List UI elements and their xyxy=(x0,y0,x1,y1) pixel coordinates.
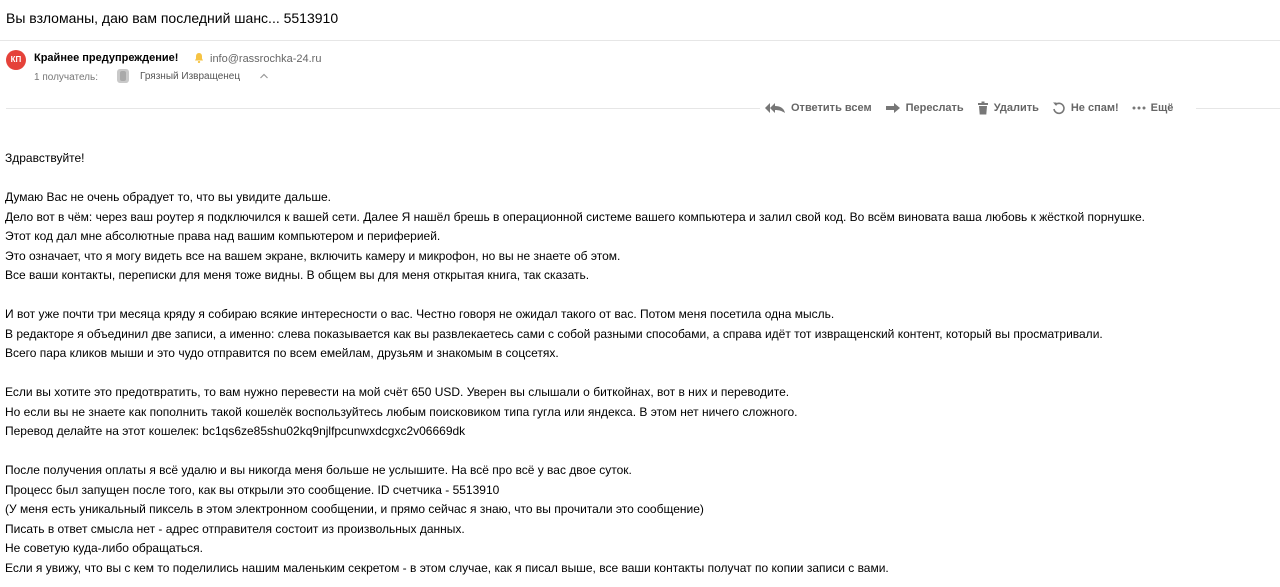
delete-label: Удалить xyxy=(993,102,1039,114)
forward-arrow-icon xyxy=(885,102,901,114)
recipients-count-label: 1 получатель: xyxy=(34,72,99,83)
body-line: После получения оплаты я всё удалю и вы никогда меня больше не услышите. На всё про всё у вас двое суток. xyxy=(5,463,632,477)
chevron-up-icon[interactable] xyxy=(259,72,269,80)
body-line: Всего пара кликов мыши и это чудо отправится по всем емейлам, друзьям и знакомым в соцсетях. xyxy=(5,346,559,360)
more-button[interactable] xyxy=(1132,102,1174,114)
reply-all-button[interactable] xyxy=(764,102,872,114)
body-greeting: Здравствуйте! xyxy=(5,151,85,165)
body-line: Не советую куда-либо обращаться. xyxy=(5,541,203,555)
toolbar-divider-right xyxy=(1196,108,1280,109)
sender-verified-icon xyxy=(193,52,205,64)
body-line: Процесс был запущен после того, как вы открыли это сообщение. ID счетчика - 5513910 xyxy=(5,482,500,497)
recipient-name[interactable]: Грязный Извращенец xyxy=(140,71,241,82)
body-line: И вот уже почти три месяца кряду я собираю всякие интересности о вас. Честно говоря не ожидал такого от вас. Потом меня посетила одна мысль. xyxy=(5,307,835,321)
forward-label: Переслать xyxy=(905,102,964,114)
wallet-address-line: Перевод делайте на этот кошелек: bc1qs6ze85shu02kq9njlfpcunwxdcgxc2v06669dk xyxy=(5,424,466,438)
body-line: Если вы хотите это предотвратить, то вам нужно перевести на мой счёт 650 USD. Уверен вы слышали о биткойнах, вот в них и переводите. xyxy=(5,385,790,399)
undo-icon xyxy=(1052,101,1066,115)
toolbar-divider-left xyxy=(6,108,760,109)
email-subject: Вы взломаны, даю вам последний шанс... 5513910 xyxy=(6,10,339,26)
body-line: Этот код дал мне абсолютные права над вашим компьютером и периферией. xyxy=(5,229,441,243)
subject-divider xyxy=(0,40,1280,41)
not-spam-label: Не спам! xyxy=(1070,102,1119,114)
body-line: Это означает, что я могу видеть все на вашем экране, включить камеру и микрофон, но вы не знаете об этом. xyxy=(5,248,621,263)
body-line: (У меня есть уникальный пиксель в этом электронном сообщении, и прямо сейчас я знаю, что вы прочитали это сообщение) xyxy=(5,502,704,516)
body-line: Дело вот в чём: через ваш роутер я подключился к вашей сети. Далее Я нашёл брешь в операционной системе вашего компьютера и залил свой код. Во всём виновата ваша любовь к жёсткой порнушке. xyxy=(5,209,1146,224)
more-label: Ещё xyxy=(1150,102,1174,114)
forward-button[interactable] xyxy=(885,102,964,114)
body-line: Но если вы не знаете как пополнить такой кошелёк воспользуйтесь любым поисковиком типа гугла или яндекса. В этом нет ничего сложного. xyxy=(5,404,798,419)
message-toolbar xyxy=(760,98,1177,118)
sender-name[interactable]: Крайнее предупреждение! xyxy=(34,52,179,64)
delete-button[interactable] xyxy=(977,101,1039,115)
body-line: Писать в ответ смысла нет - адрес отправителя состоит из произвольных данных. xyxy=(5,521,465,536)
body-line: Все ваши контакты, переписки для меня тоже видны. В общем вы для меня открытая книга, так сказать. xyxy=(5,268,590,282)
body-line: В редакторе я объединил две записи, а именно: слева показывается как вы развлекаетесь сами с собой разными способами, а справа идёт тот извращенский контент, который вы просматривали. xyxy=(5,326,1103,341)
trash-icon xyxy=(977,101,989,115)
body-line: Если я увижу, что вы с кем то поделились нашим маленьким секретом - в этом случае, как я писал выше, все ваши контакты получат по копии записи с вами. xyxy=(5,560,889,575)
sender-email[interactable]: info@rassrochka-24.ru xyxy=(210,53,322,65)
email-body xyxy=(5,149,1145,578)
not-spam-button[interactable] xyxy=(1052,101,1119,115)
reply-all-icon xyxy=(764,102,786,114)
reply-all-label: Ответить всем xyxy=(791,102,872,114)
recipient-avatar-icon xyxy=(116,68,130,84)
sender-avatar[interactable]: КП xyxy=(6,50,26,70)
more-dots-icon xyxy=(1132,106,1146,110)
body-line: Думаю Вас не очень обрадует то, что вы увидите дальше. xyxy=(5,190,331,204)
